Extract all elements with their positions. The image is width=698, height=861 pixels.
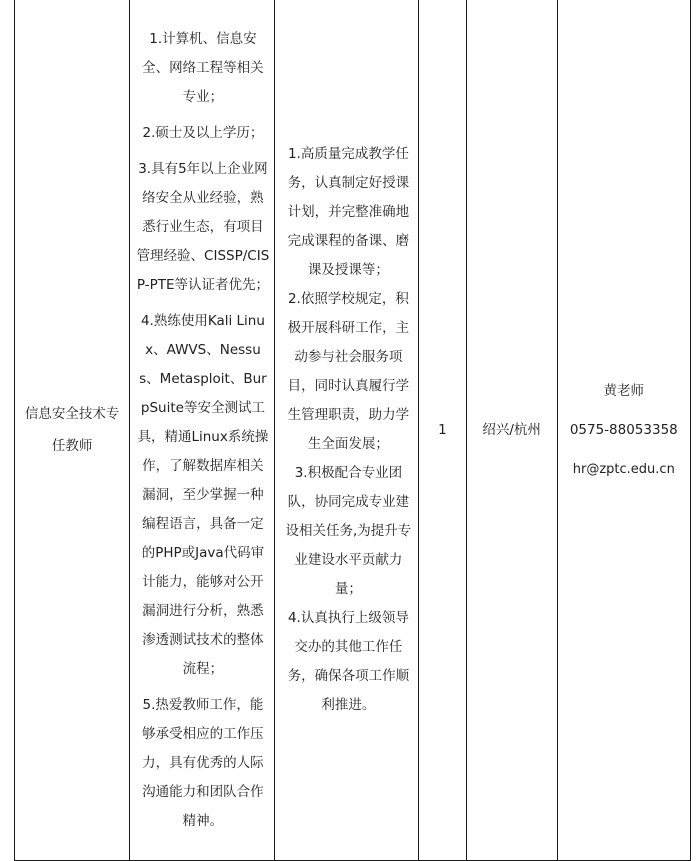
table-row — [15, 0, 691, 861]
requirements-cell — [130, 0, 274, 861]
duties-cell — [274, 0, 418, 861]
work-location: 绍兴/杭州 — [482, 421, 541, 438]
requirement-item: 1.计算机、信息安全、网络工程等相关专业； — [142, 30, 264, 105]
contact-email: hr@zptc.edu.cn — [572, 461, 675, 477]
contact-phone: 0575-88053358 — [569, 421, 678, 438]
count-cell — [419, 0, 466, 861]
contact-cell — [557, 0, 690, 861]
headcount: 1 — [438, 421, 447, 438]
duty-item: 4.认真执行上级领导交办的其他工作任务，确保各项工作顺利推进。 — [287, 610, 410, 713]
requirements-list — [130, 21, 273, 840]
requirement-item: 5.热爱教师工作，能够承受相应的工作压力，具有优秀的人际沟通能力和团队合作精神。 — [142, 696, 264, 829]
location-cell — [466, 0, 557, 861]
requirement-item: 2.硕士及以上学历； — [142, 124, 264, 141]
duties-list — [275, 140, 418, 720]
duty-item: 1.高质量完成教学任务，认真制定好授课计划，并完整准确地完成课程的备课、磨课及授课等； — [287, 146, 410, 278]
duty-item: 3.积极配合专业团队，协同完成专业建设相关任务,为提升专业建设水平贡献力量； — [285, 465, 412, 597]
job-table — [14, 0, 691, 861]
requirement-item: 3.具有5年以上企业网络安全从业经验，熟悉行业生态，有项目管理经验、CISSP/CISP-PTE等认证者优先； — [136, 160, 270, 293]
duty-item: 2.依照学校规定，积极开展科研工作，主动参与社会服务项目，同时认真履行学生管理职责，助力学生全面发展； — [287, 291, 410, 452]
position-cell — [15, 0, 130, 861]
contact-name: 黄老师 — [603, 382, 645, 399]
position-title: 信息安全技术专任教师 — [24, 406, 120, 454]
requirement-item: 4.熟练使用Kali Linux、AWVS、Nessus、Metasploit、BurpSuite等安全测试工具，精通Linux系统操作，了解数据库相关漏洞，至少掌握一种编程语言，具备一定的PHP或Java代码审计能力，能够对公开漏洞进行分析，熟悉渗透测试技术的整体流程； — [137, 312, 269, 677]
